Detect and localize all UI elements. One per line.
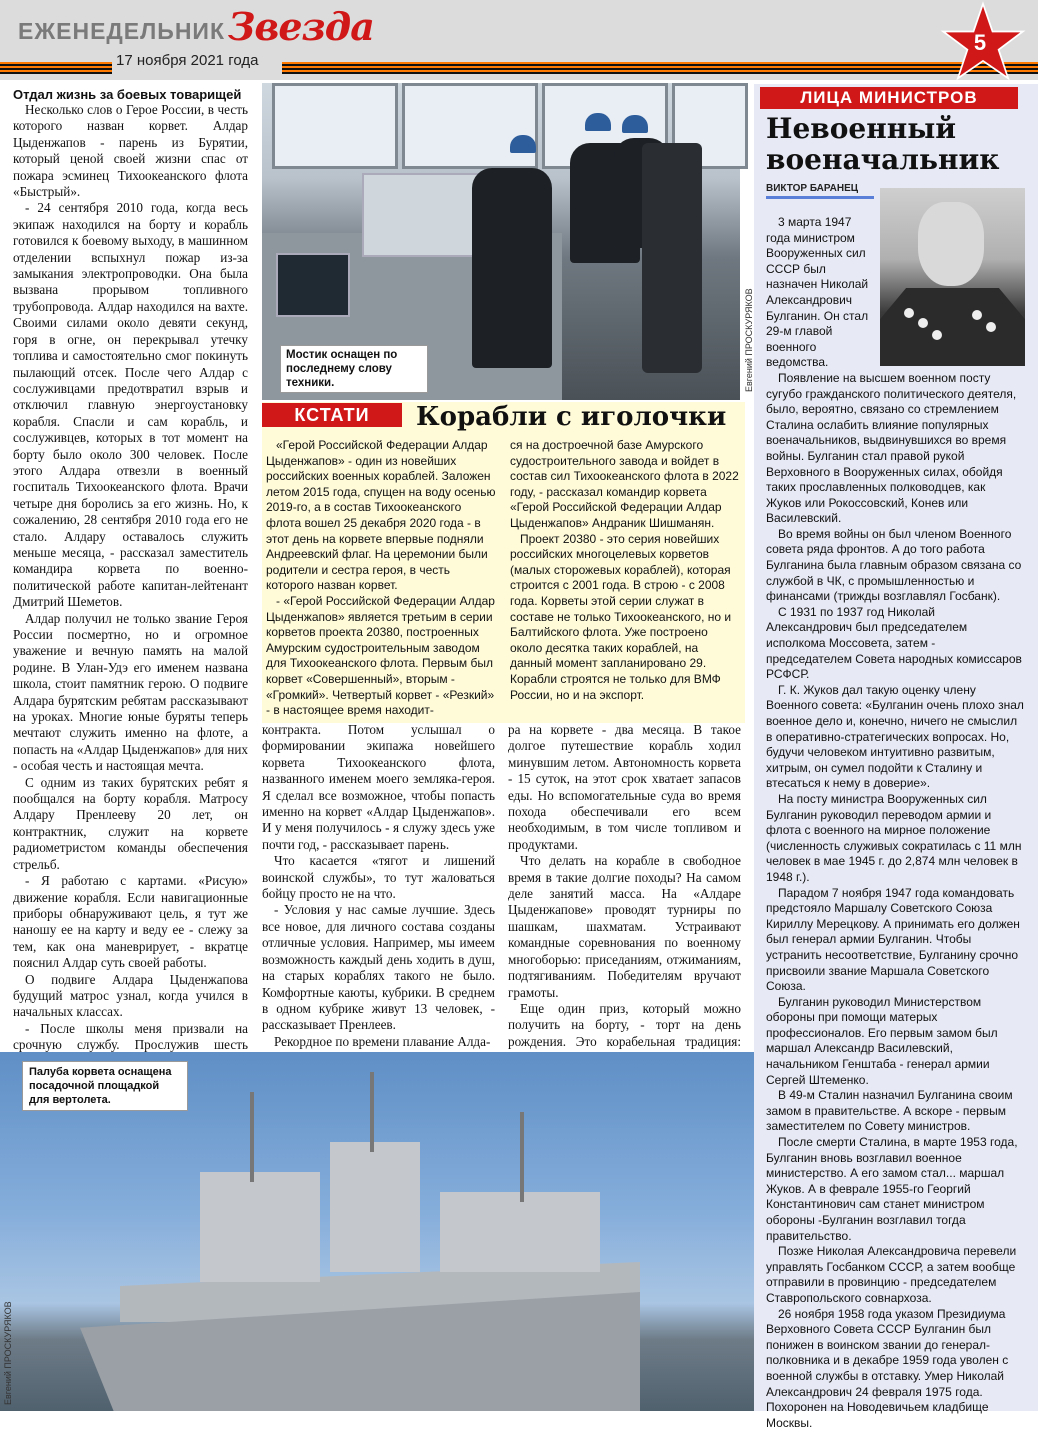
paragraph: Во время войны он был членом Военного совета ряда фронтов. А до того работа Булганина была главным образом связана со службой в ЧК, с промышленностью и финансами (трижды возглавлял Госбанк). (766, 526, 1022, 604)
byline-rule (766, 196, 874, 199)
sidebar-title: Невоенный военачальник (766, 112, 1000, 176)
sidebar-article (766, 215, 1024, 1430)
paragraph: С 1931 по 1937 год Николай Александрович был председателем исполкома Моссовета, затем - председателем Совета народных комиссаров РСФСР. (766, 604, 1022, 682)
paragraph: Позже Николая Александровича перевели управлять Госбанком СССР, а затем вообще отправили в провинцию - председателем Ставропольского совнархоза. (766, 1244, 1017, 1305)
paragraph: Парадом 7 ноября 1947 года командовать предстояло Маршалу Советского Союза Кириллу Мерецкову. А принимать его должен был генерал армии Булганин. Чтобы устранить несоответствие, Булганину срочно присвоили звание Маршала Советского Союза. (766, 885, 1020, 994)
paragraph: «Герой Российской Федерации Алдар Цыденжапов» - один из новейших российских военных кораблей. Заложен летом 2015 года, спущен на воду осенью 2019-го, а в состав Тихоокеанского флота вошел 25 декабря 2020 года - в этот день на корвете впервые подняли Андреевский флаг. На церемонии были родители и сестра героя, в честь которого назван корвет. (266, 438, 496, 593)
kstati-title: Корабли с иголочки (416, 402, 727, 432)
paragraph: ся на достроечной базе Амурского судостроительного завода и войдет в состав сил Тихоокеанского флота в 2022 году, - рассказал командир корвета «Герой Российской Федерации Алдар Цыденжапов» Андраник Шишманян. (510, 438, 739, 530)
paragraph: Что касается «тягот и лишений воинской службы», то тут жаловаться бойцу просто не на что. (262, 853, 495, 902)
kstati-column-2 (510, 438, 740, 703)
zvezda-logo: Звезда (228, 4, 374, 49)
paragraph: Г. К. Жуков дал такую оценку члену Военного совета: «Булганин очень плохо знал военное дело и, конечно, ничего не смыслил в оперативно-стратегических вопросах. Но, будучи человеком интуитивно развитым, хитрым, он сумел подойти к Сталину и втесаться к нему в доверие». (766, 682, 1024, 791)
paragraph: Что делать на корабле в свободное время в такие долгие походы? На самом деле занятий масса. На «Алдаре Цыденжапове» проводят турниры по шашкам, шахматам. Устраивают командные соревнования по военному многоборью: приседаниям, отжиманиям, подтягиваниям. Победителям вручают грамоты. (508, 853, 741, 1000)
subheading: Отдал жизнь за боевых товарищей (13, 87, 242, 102)
paragraph: - После школы меня призвали на срочную службу. Прослужив шесть (13, 1020, 248, 1053)
photo-credit: Евгений ПРОСКУРЯКОВ (3, 1301, 13, 1405)
paragraph: Появление на высшем военном посту сугубо гражданского политического деятеля, было, вероятно, связано со стремлением Сталина ослабить влияние популярных военачальников, выдвинувшихся во время войны. Булганин стал правой рукой Верховного в Вооруженных силах, обойдя таких прославленных полководцев, как Жуков или Рокоссовский, Конев или Василевский. (766, 370, 1017, 526)
article-column-2 (262, 722, 495, 1052)
paragraph: ра на корвете - два месяца. В такое долгое путешествие корабль ходил минувшим летом. Автономность корвета - 15 суток, на этот срок хватает запасов еды. Но вспомогательные суда во время похода обеспечивали его всем необходимым, в том числе топливом и продуктами. (508, 722, 741, 852)
paragraph: - Условия у нас самые лучшие. Здесь все новое, для личного состава созданы отличные условия. Например, мы имеем возможность каждый день ходить в душ, на старых кораблях такого не было. Комфортные каюты, кубрики. В среднем в одном кубрике живут 13 человек, - рассказывает Пренлеев. (262, 902, 495, 1033)
kstati-label: КСТАТИ (262, 403, 402, 427)
paragraph: Алдар получил не только звание Героя России посмертно, но и огромное уважение и вечную память на малой родине. В Улан-Удэ его именем названа школа, стоит памятник герою. О подвиге Алдара бурятским ребятам рассказывают на уроках. Многие юные буряты теперь мечтают служить именно на флоте, а попасть на «Алдар Цыденжапов» для них - особая честь и настоящая мечта. (13, 610, 248, 774)
article-column-1 (13, 87, 248, 1053)
paragraph: - 24 сентября 2010 года, когда весь экипаж находился на борту и корабль готовился к боевому выходу, в машинном отделении вспыхнул пожар из-за замыкания электропроводки. Она была вызвана прорывом топливного трубопровода. Алдар находился на вахте. Своими силами около девяти секунд, горя в огне, он перекрывал утечку топлива и самостоятельно смог покинуть пылающий отсек. После чего Алдар с сослуживцами предотвратил взрыв и отключил главную энергоустановку корабля. Спасли и сам корабль, и сослуживцев, которых в тот момент на борту было около 300 человек. После этого Алдара отвезли в военный госпиталь Тихоокеанского флота. Врачи четыре дня боролись за его жизнь. Но, к сожалению, 28 сентября 2010 года его не стало. Алдару оставалось служить меньше месяца, - рассказал заместитель командира корвета по военно-политической работе капитан-лейтенант Дмитрий Шеметов. (13, 200, 248, 610)
paragraph: На посту министра Вооруженных сил Булганин руководил переводом армии и флота с военного на мирное положение (численность служивых сократилась с 11 млн человек в мае 1945 г. до 2,874 млн человек в 1948 г.). (766, 791, 1022, 884)
paragraph: контракта. Потом услышал о формировании экипажа новейшего корвета Тихоокеанского флота, названного именем моего земляка-героя. Я сделал все возможное, чтобы попасть именно на корвет «Алдар Цыденжапов». И у меня получилось - я служу здесь уже почти год, - рассказывает парень. (262, 722, 495, 852)
paragraph: - Я работаю с картами. «Рисую» движение корабля. Если навигационные приборы обнаруживают цель, я тут же наношу ее на карту и веду ее - слежу за тем, как она маневрирует, - вкратце пояснил Алдар суть своей работы. (13, 873, 248, 971)
paragraph: Проект 20380 - это серия новейших российских многоцелевых корветов (малых сторожевых кораблей), которая строится с 2001 года. В строю - с 2008 года. Корветы этой серии служат в составе не только Тихоокеанского, но и Балтийского флота. Уже построено около десятка таких кораблей, на данный момент запланировано 29. Корабли строятся не только для ВМФ России, но и на экспорт. (510, 531, 732, 702)
page-number: 5 (973, 30, 987, 55)
corvette-photo-caption: Палуба корвета оснащена посадочной площадкой для вертолета. (22, 1061, 188, 1111)
paragraph: В 49-м Сталин назначил Булганина своим замом в правительстве. А вскоре - первым заместителем по Совету министров. (766, 1088, 1013, 1134)
paragraph: Булганин руководил Министерством обороны при помощи матерых профессионалов. Его первым замом был маршал Александр Василевский, начальником Генштаба - генерал армии Сергей Штеменко. (766, 994, 998, 1087)
paragraph: 3 марта 1947 года министром Вооруженных сил СССР был назначен Николай Александрович Булганин. Он стал 29-м главой военного ведомства. (766, 215, 869, 370)
issue-date: 17 ноября 2021 года (116, 52, 259, 69)
paragraph: После смерти Сталина, в марте 1953 года, Булганин вновь возглавил военное министерство. А его замом стал... маршал Жуков. А в феврале 1955-го Георгий Константинович сам станет министром обороны -Булганин возглавил тогда правительство. (766, 1135, 1018, 1243)
paragraph: Еще один приз, который можно получить на борту, - торт на день рождения. Это корабельная традиция: (508, 1000, 741, 1049)
masthead-name: ЕЖЕНЕДЕЛЬНИК (18, 18, 225, 44)
bridge-photo-caption: Мостик оснащен по последнему слову техники. (280, 345, 428, 393)
article-column-3 (508, 722, 741, 1077)
paragraph: О подвиге Алдара Цыденжапова будущий матрос узнал, когда учился в начальных классах. (13, 971, 248, 1020)
paragraph: 26 ноября 1958 года указом Президиума Верховного Совета СССР Булганин был понижен в воинском звании до генерал-полковника и в декабре 1959 года уволен с военной службы в отставку. Умер Николай Александрович 24 февраля 1975 года. Похоронен на Новодевичьем кладбище Москвы. (766, 1306, 1009, 1430)
kstati-column-1 (266, 438, 499, 719)
sidebar-rubric: ЛИЦА МИНИСТРОВ (760, 87, 1018, 109)
author-byline: ВИКТОР БАРАНЕЦ (766, 183, 859, 194)
paragraph: Рекордное по времени плавание Алда- (274, 1033, 491, 1049)
paragraph: С одним из таких бурятских ребят я пообщался на борту корабля. Матросу Алдару Пренлееву 20 лет, он контрактник, служит на корвете радиометристом команды обеспечения стрельб. (13, 774, 248, 872)
paragraph: - «Герой Российской Федерации Алдар Цыденжапов» является третьим в серии корветов проекта 20380, построенных Амурским судостроительным заводом для Тихоокеанского флота. Первым был корвет «Совершенный», вторым - «Громкий». Четвертый корвет - «Резкий» - в настоящее время находит- (266, 593, 495, 718)
photo-credit: Евгений ПРОСКУРЯКОВ (744, 288, 754, 392)
paragraph: Несколько слов о Герое России, в честь которого назван корвет. Алдар Цыденжапов - парень из Бурятии, который ценой своей жизни спас от пожара эсминец Тихоокеанского флота «Быстрый». (13, 102, 248, 200)
